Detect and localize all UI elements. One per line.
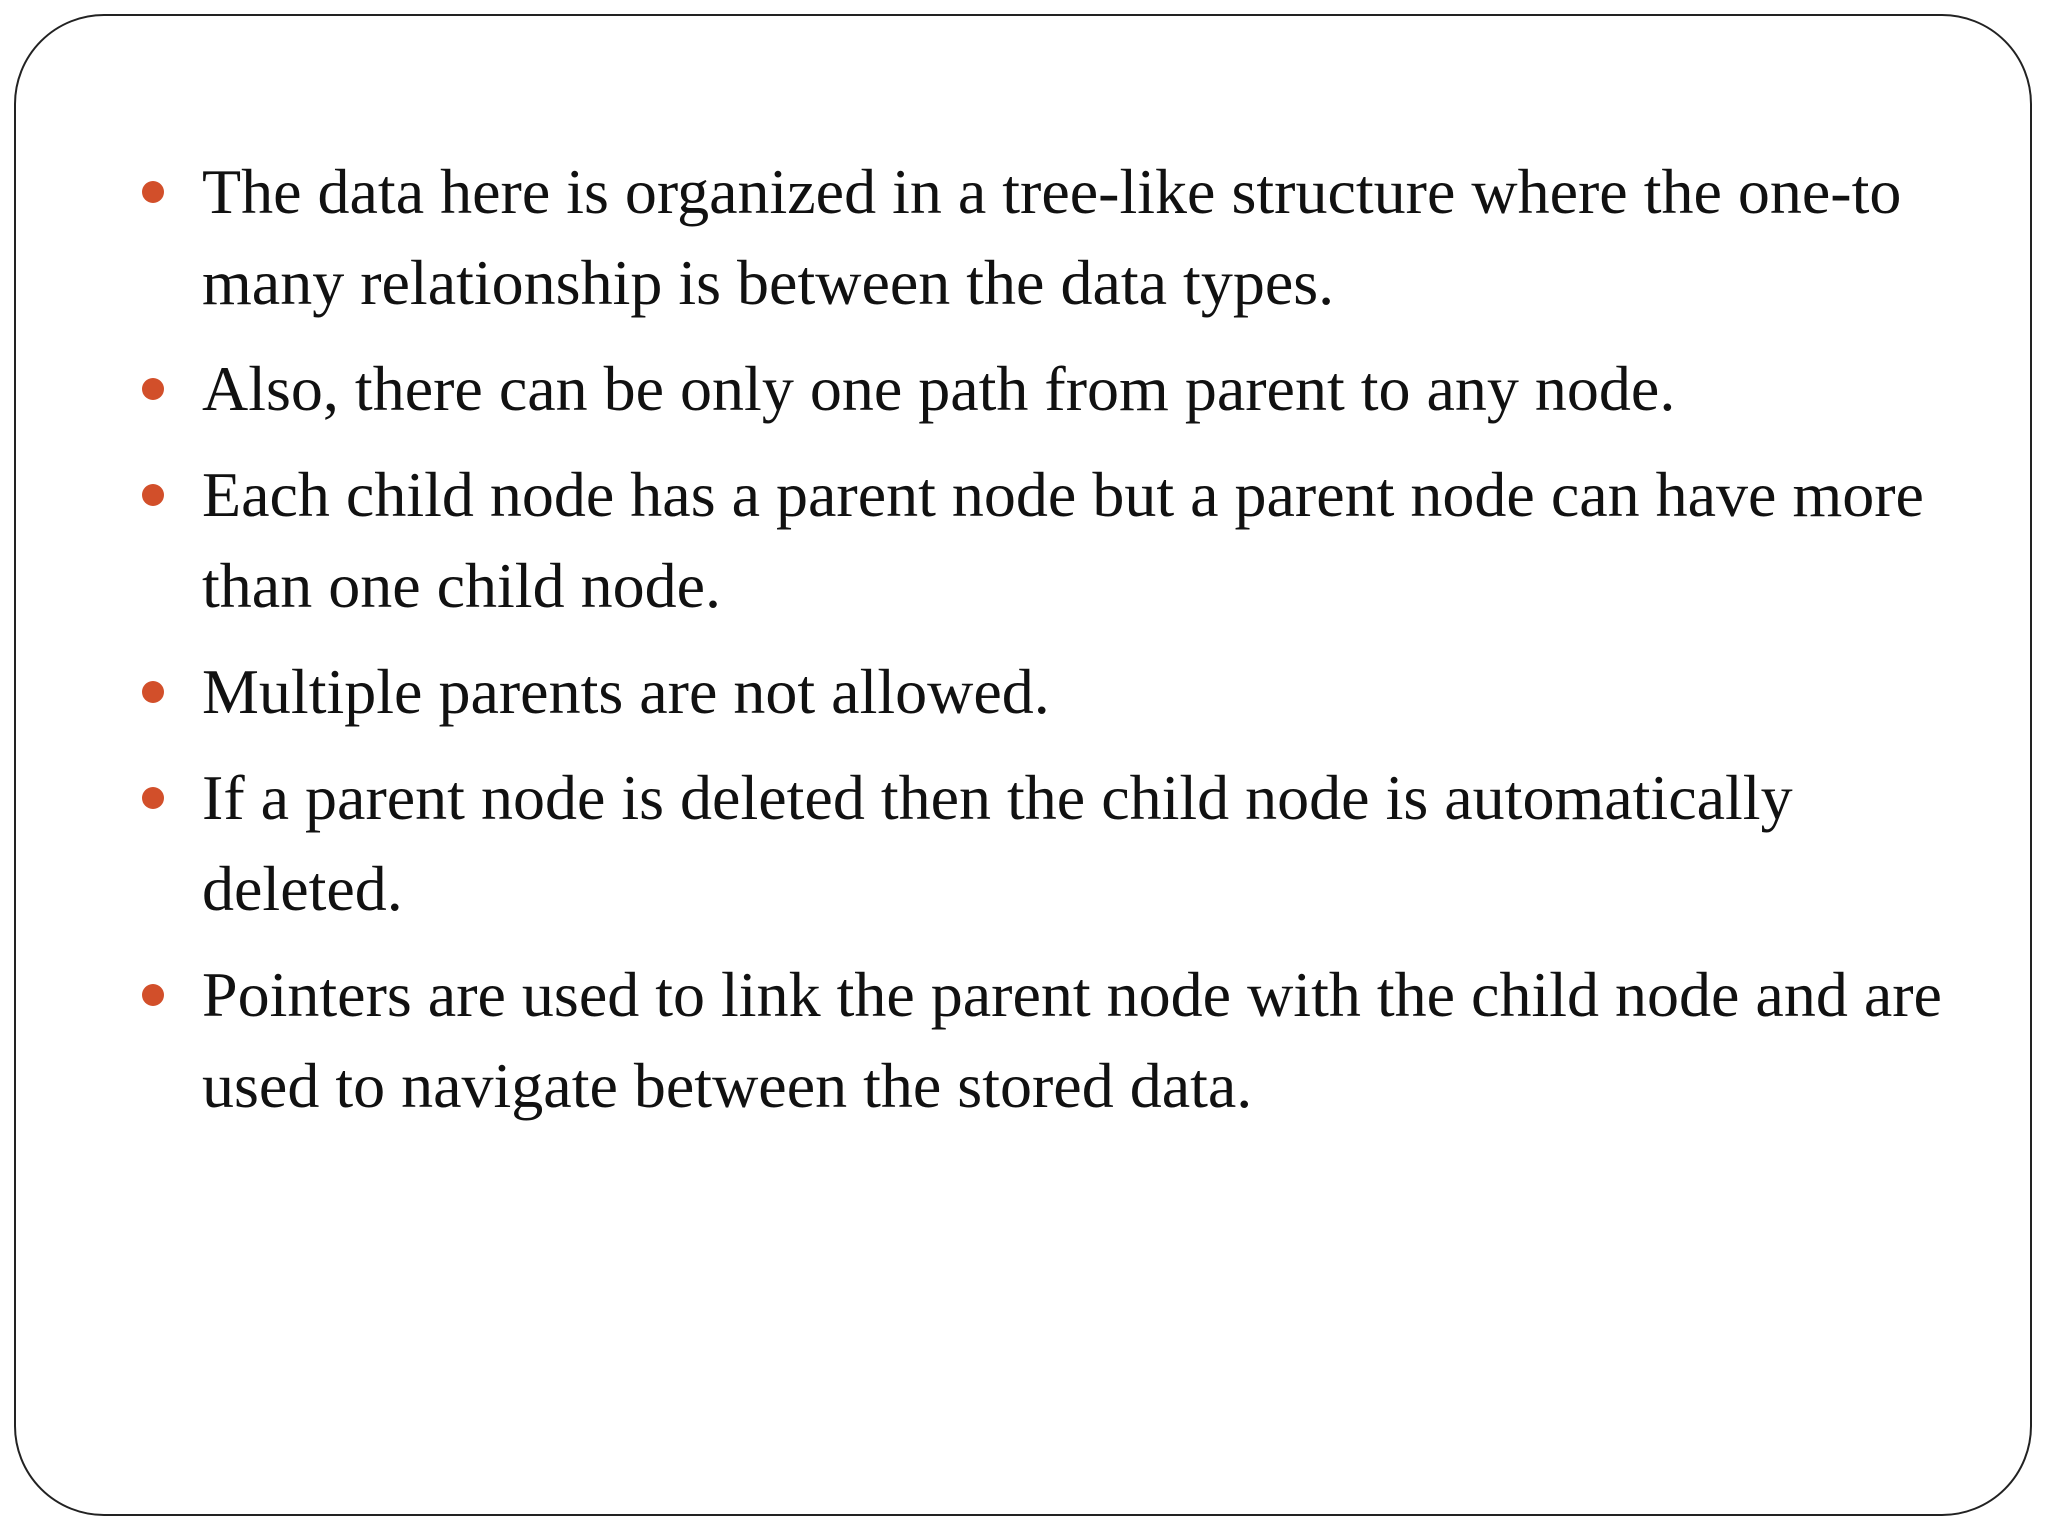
bullet-dot-icon <box>142 484 164 506</box>
bullet-dot-icon <box>142 181 164 203</box>
slide-frame <box>14 14 2032 1516</box>
bullet-dot-icon <box>142 378 164 400</box>
bullet-item <box>140 146 1970 328</box>
bullet-text: Pointers are used to link the parent node with the child node and are used to navigate between the stored data. <box>202 959 1942 1121</box>
bullet-text: Also, there can be only one path from parent to any node. <box>202 353 1676 424</box>
bullet-item <box>140 646 1970 737</box>
bullet-dot-icon <box>142 787 164 809</box>
bullet-text: If a parent node is deleted then the child node is automatically deleted. <box>202 762 1793 924</box>
bullet-item <box>140 949 1970 1131</box>
bullet-text: Each child node has a parent node but a parent node can have more than one child node. <box>202 459 1924 621</box>
bullet-text: Multiple parents are not allowed. <box>202 656 1050 727</box>
bullet-dot-icon <box>142 681 164 703</box>
bullet-dot-icon <box>142 984 164 1006</box>
bullet-text: The data here is organized in a tree-like structure where the one-to many relationship is between the data types. <box>202 156 1902 318</box>
bullet-item <box>140 449 1970 631</box>
bullet-item <box>140 752 1970 934</box>
bullet-list <box>140 146 1970 1146</box>
bullet-item <box>140 343 1970 434</box>
